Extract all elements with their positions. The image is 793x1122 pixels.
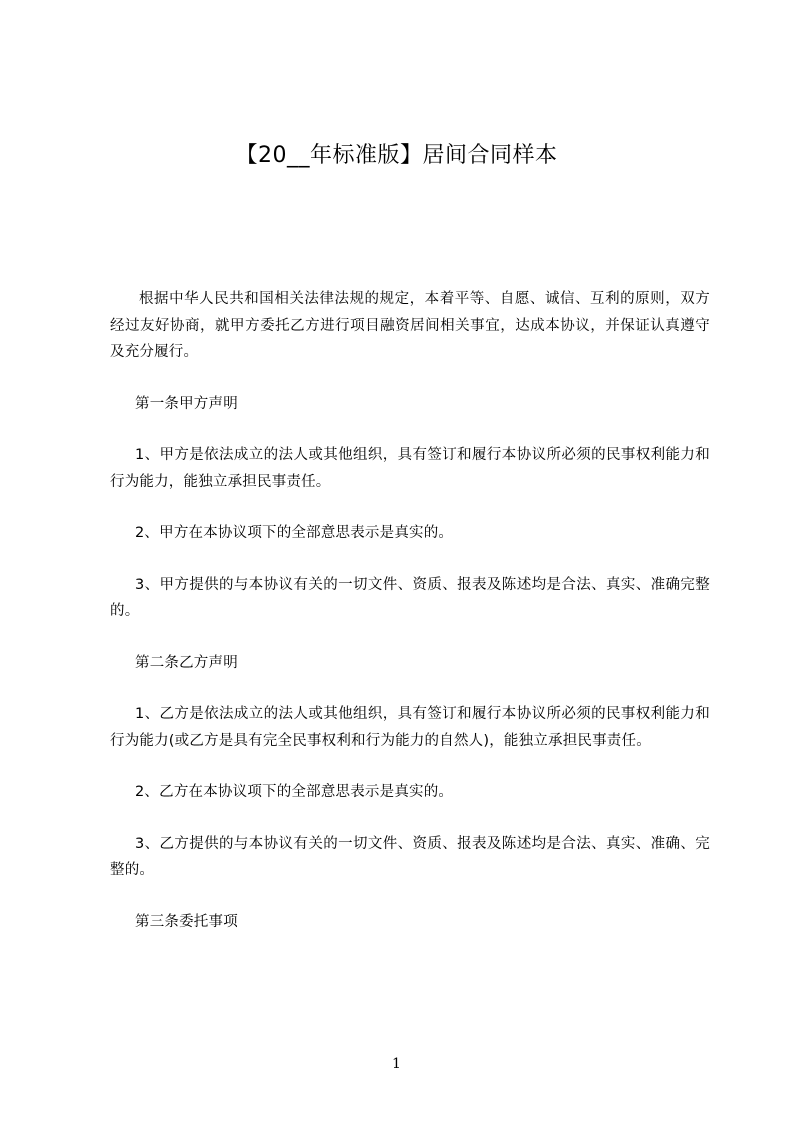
article-3-heading: 第三条委托事项 <box>135 913 238 930</box>
article-2-clause-1: 1、乙方是依法成立的法人或其他组织，具有签订和履行本协议所必须的民事权利能力和行为能力(或乙方是具有完全民事权利和行为能力的自然人)，能独立承担民事责任。 <box>110 706 710 749</box>
article-1-clause-1: 1、甲方是依法成立的法人或其他组织，具有签订和履行本协议所必须的民事权利能力和行为能力，能独立承担民事责任。 <box>110 447 710 490</box>
article-2-heading: 第二条乙方声明 <box>135 654 238 671</box>
preamble-paragraph: 根据中华人民共和国相关法律法规的规定，本着平等、自愿、诚信、互利的原则，双方经过友好协商，就甲方委托乙方进行项目融资居间相关事宜，达成本协议，并保证认真遵守及充分履行。 <box>110 291 710 360</box>
page-number: 1 <box>392 1056 401 1072</box>
article-1-heading: 第一条甲方声明 <box>135 395 238 412</box>
article-1-clause-2: 2、甲方在本协议项下的全部意思表示是真实的。 <box>135 525 454 541</box>
article-2-clause-2: 2、乙方在本协议项下的全部意思表示是真实的。 <box>135 784 454 800</box>
article-1-clause-3: 3、甲方提供的与本协议有关的一切文件、资质、报表及陈述均是合法、真实、准确完整的。 <box>110 576 710 619</box>
article-2-clause-3: 3、乙方提供的与本协议有关的一切文件、资质、报表及陈述均是合法、真实、准确、完整的。 <box>110 835 710 878</box>
document-body <box>110 286 710 960</box>
document-title: 【20__年标准版】居间合同样本 <box>235 143 558 168</box>
